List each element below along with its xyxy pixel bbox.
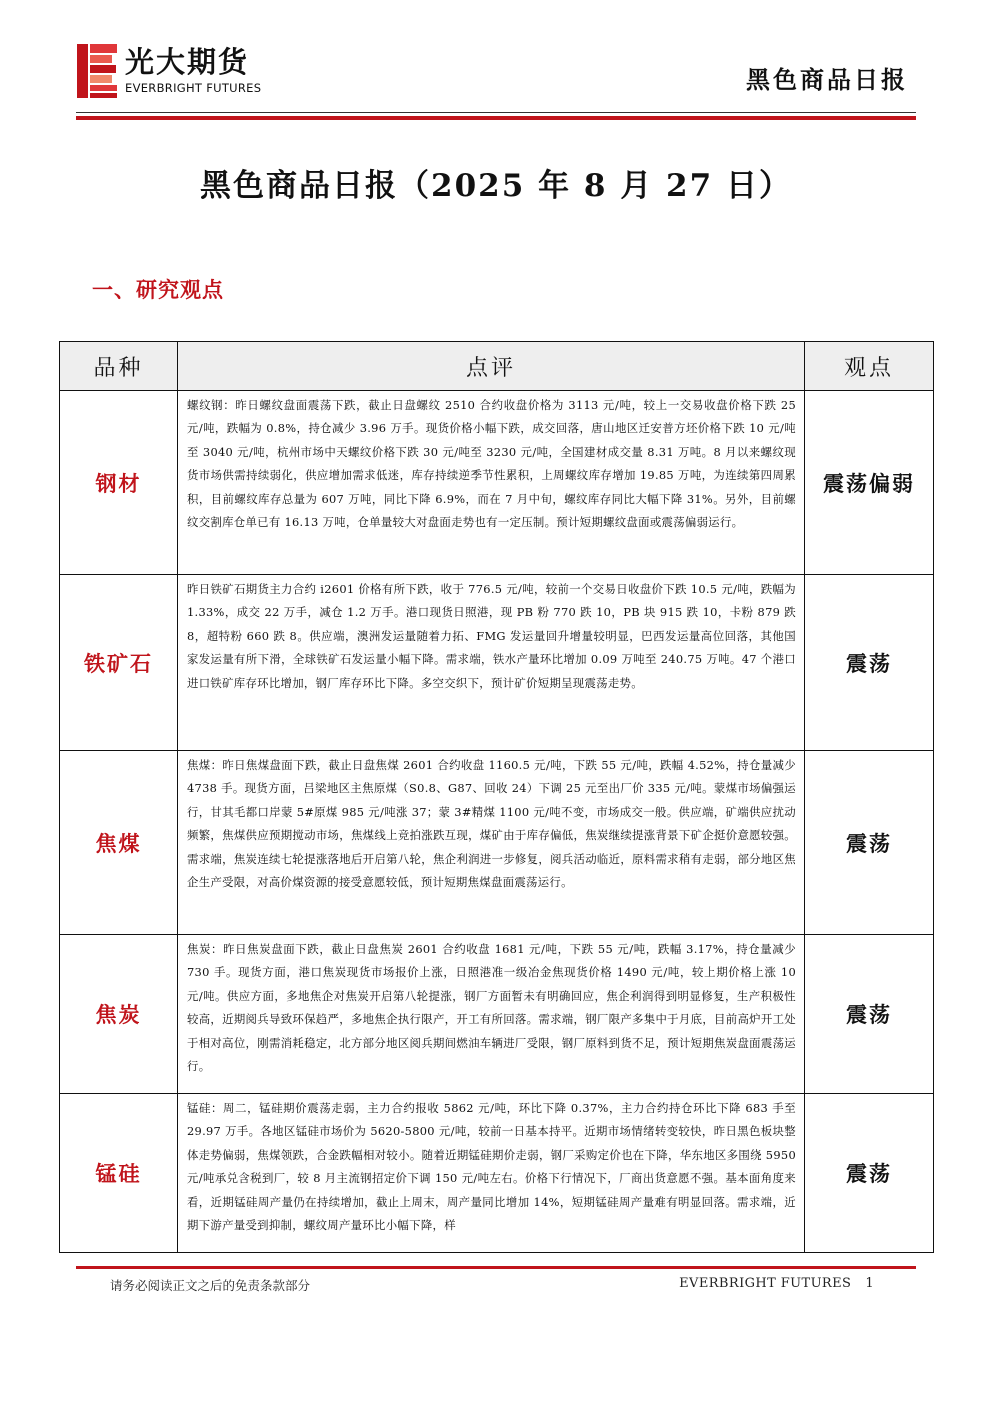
row-view: 震荡偏弱: [805, 391, 934, 575]
table-header-row: [60, 342, 934, 391]
page-number: 1: [865, 1276, 874, 1291]
header-variety: 品种: [60, 342, 178, 391]
row-view: 震荡: [805, 575, 934, 751]
table-row: [60, 1094, 934, 1253]
row-view: 震荡: [805, 1094, 934, 1253]
row-comment: 焦煤：昨日焦煤盘面下跌，截止日盘焦煤 2601 合约收盘 1160.5 元/吨，下跌 55 元/吨，跌幅 4.52%，持仓量减少 4738 手。现货方面，吕梁地区主焦原煤（S0.8、G87、回收 24）下调 25 元至出厂价 335 元/吨。蒙煤市场偏强运行，甘其毛都口岸蒙 5#原煤 985 元/吨涨 37；蒙 3#精煤 1100 元/吨不变，市场成交一般。供应端，矿端供应扰动频繁，焦煤供应预期搅动市场，焦煤线上竞拍涨跌互现，煤矿由于库存偏低，焦炭继续提涨背景下矿企挺价意愿较强。需求端，焦炭连续七轮提涨落地后开启第八轮，焦企利润进一步修复，阅兵活动临近，原料需求稍有走弱，部分地区焦企生产受限，对高价煤资源的接受意愿较低，预计短期焦煤盘面震荡运行。: [178, 751, 805, 935]
logo-english-name: EVERBRIGHT FUTURES: [125, 81, 262, 95]
header-comment: 点评: [178, 342, 805, 391]
row-comment: 螺纹钢：昨日螺纹盘面震荡下跌，截止日盘螺纹 2510 合约收盘价格为 3113 元/吨，较上一交易收盘价格下跌 25 元/吨，跌幅为 0.8%，持仓减少 3.96 万手。现货价格小幅下跌，成交回落，唐山地区迁安普方坯价格下跌 10 元/吨至 3040 元/吨，杭州市场中天螺纹价格下跌 30 元/吨至 3230 元/吨，全国建材成交量 8.31 万吨。8 月以来螺纹现货市场供需持续弱化，供应增加需求低迷，库存持续逆季节性累积，上周螺纹库存增加 19.85 万吨，为连续第四周累积，目前螺纹库存总量为 607 万吨，同比下降 6.9%，而在 7 月中旬，螺纹库存同比大幅下降 31%。另外，目前螺纹交割库仓单已有 16.13 万吨，仓单量较大对盘面走势也有一定压制。预计短期螺纹盘面或震荡偏弱运行。: [178, 391, 805, 575]
document-title: 黑色商品日报（2025 年 8 月 27 日）: [200, 168, 792, 204]
row-view: 震荡: [805, 935, 934, 1094]
header-view: 观点: [805, 342, 934, 391]
header-divider-red: [76, 116, 916, 120]
footer-disclaimer: 请务必阅读正文之后的免责条款部分: [110, 1278, 311, 1293]
row-view: 震荡: [805, 751, 934, 935]
row-variety: 锰硅: [60, 1094, 178, 1253]
footer-brand: EVERBRIGHT FUTURES: [679, 1276, 852, 1291]
page-header: [0, 0, 992, 130]
header-divider-thin: [76, 112, 916, 113]
table-row: [60, 391, 934, 575]
table-row: [60, 575, 934, 751]
row-comment: 锰硅：周二，锰硅期价震荡走弱，主力合约报收 5862 元/吨，环比下降 0.37%，主力合约持仓环比下降 683 手至 29.97 万手。各地区锰硅市场价为 5620-5800 元/吨，较前一日基本持平。近期市场情绪转变较快，昨日黑色板块整体走势偏弱，焦煤领跌，合金跌幅相对较小。随着近期锰硅期价走弱，钢厂采购定价也在下降，华东地区多围绕 5950 元/吨承兑含税到厂，较 8 月主流钢招定价下调 150 元/吨左右。价格下行情况下，厂商出货意愿不强。基本面角度来看，近期锰硅周产量仍在持续增加，截止上周末，周产量同比增加 14%，短期锰硅周产量难有明显回落。需求端，近期下游产量受到抑制，螺纹周产量环比小幅下降，样: [178, 1094, 805, 1253]
row-variety: 钢材: [60, 391, 178, 575]
footer-divider: [76, 1266, 916, 1269]
section-title: 一、研究观点: [92, 278, 224, 302]
row-comment: 昨日铁矿石期货主力合约 i2601 价格有所下跌，收于 776.5 元/吨，较前一个交易日收盘价下跌 10.5 元/吨，跌幅为 1.33%，成交 22 万手，减仓 1.2 万手。港口现货日照港，现 PB 粉 770 跌 10，PB 块 915 跌 10，卡粉 879 跌 8，超特粉 660 跌 8。供应端，澳洲发运量随着力拓、FMG 发运量回升增量较明显，巴西发运量高位回落，其他国家发运量有所下滑，全球铁矿石发运量小幅下降。需求端，铁水产量环比增加 0.09 万吨至 240.75 万吨。47 个港口进口铁矿库存环比增加，钢厂库存环比下降。多空交织下，预计矿价短期呈现震荡走势。: [178, 575, 805, 751]
logo-chinese-name: 光大期货: [125, 45, 250, 79]
everbright-logo-icon: [77, 44, 117, 98]
row-variety: 铁矿石: [60, 575, 178, 751]
report-type-title: 黑色商品日报: [746, 66, 908, 94]
research-views-table: [59, 341, 934, 1253]
row-variety: 焦炭: [60, 935, 178, 1094]
row-variety: 焦煤: [60, 751, 178, 935]
footer-brand-page: [679, 1276, 874, 1291]
table-row: [60, 935, 934, 1094]
row-comment: 焦炭：昨日焦炭盘面下跌，截止日盘焦炭 2601 合约收盘 1681 元/吨，下跌 55 元/吨，跌幅 3.17%，持仓量减少 730 手。现货方面，港口焦炭现货市场报价上涨，日照港准一级冶金焦现货价格 1490 元/吨，较上期价格上涨 10 元/吨。供应方面，多地焦企对焦炭开启第八轮提涨，钢厂方面暂未有明确回应，焦企利润得到明显修复，生产积极性较高，近期阅兵导致环保趋严，多地焦企执行限产，开工有所回落。需求端，钢厂限产多集中于月底，目前高炉开工处于相对高位，刚需消耗稳定，北方部分地区阅兵期间燃油车辆进厂受限，钢厂原料到货不足，预计短期焦炭盘面震荡运行。: [178, 935, 805, 1094]
table-row: [60, 751, 934, 935]
